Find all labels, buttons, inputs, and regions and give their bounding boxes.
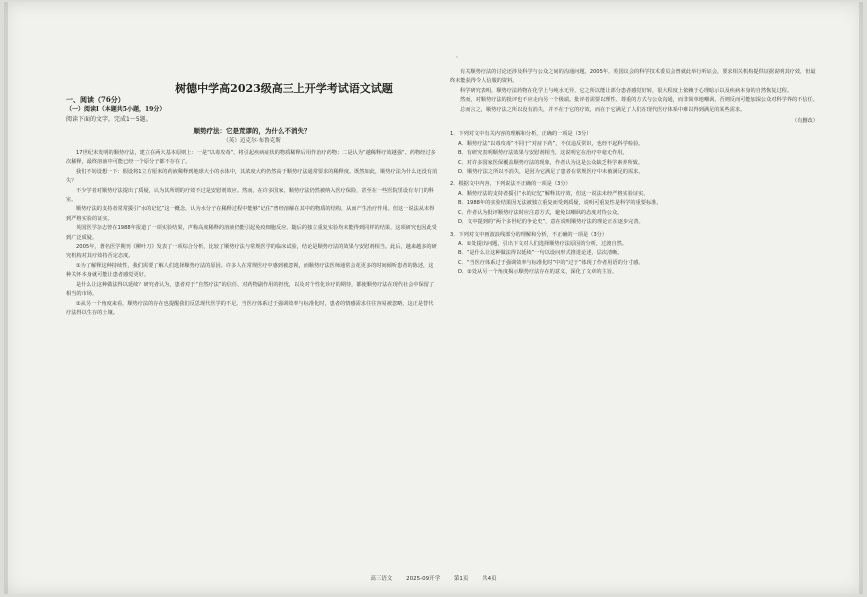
article-paragraph: 不少学者对顺势疗法提出了质疑，认为其所谓的疗效不过是安慰剂效应。然而，在许多国家，顺势疗法仍然被纳入医疗保险，甚至在一些医院里设有专门的科室。 [66, 187, 434, 204]
question-stem: 3．下列对文中画波浪线部分的理解和分析，不正确的一项是（3分） [450, 231, 608, 238]
article-title: 顺势疗法：它是荒谬的，为什么不消失？ [193, 127, 311, 135]
question-option: C．对许多国家医保覆盖顺势疗法的现象，作者认为这是公众缺乏科学素养所致。 [458, 159, 644, 166]
question-1 [450, 130, 818, 177]
question-option: C．作者认为批评顺势疗法时应注意方式，避免以嘲讽的态度对待公众。 [458, 209, 623, 216]
article-paragraph: 我们不妨设想一下：假设将1立方厘米的药液稀释到地球大小的水体中，其浓度大约仍然高于顺势疗法通常要求的稀释度。既然如此，顺势疗法为什么还没有消失？ [66, 168, 438, 185]
section-heading: 一、阅读（76分） [66, 95, 125, 104]
question-option: C．“当医疗体系过于强调效率与标准化时”中的“过于”体现了作者用语的分寸感。 [458, 259, 644, 266]
question-option: B．有研究表明顺势疗法效果与安慰剂相当，这说明它在治疗中毫无作用。 [458, 150, 628, 157]
question-option: A．①处提出问题，引出下文对人们选择顺势疗法原因的分析，过渡自然。 [458, 240, 628, 247]
footer-subject: 高三语文 [370, 576, 393, 582]
article-paragraph: 然而，对顺势疗法的批评也不应走向另一个极端。批评者需要以理性、尊重的方式与公众沟通，而非简单地嘲讽，否则反而可能加深公众对科学界的不信任。 [460, 97, 818, 104]
footer-total: 共4页 [482, 576, 497, 582]
question-option: B．1988年的实验结果因无法被独立重复而受到质疑，说明可重复性是科学的重要标准。 [458, 200, 662, 207]
instruction-text: 阅读下面的文字，完成1～5题。 [66, 116, 152, 123]
page-footer [4, 574, 863, 582]
question-stem: 2．根据文中内容，下列说法不正确的一项是（3分） [450, 181, 571, 188]
article-paragraph: 科学研究表明，顺势疗法药物在化学上与纯水无异，它之所以能让部分患者感觉好转，很大程度上依赖于心理暗示以及疾病本身的自然恢复过程。 [460, 87, 793, 94]
question-3 [450, 231, 818, 278]
article-paragraph: 2005年，著名医学期刊《柳叶刀》发表了一项综合分析，比较了顺势疗法与常规医学的临床试验，结论是顺势疗法的效果与安慰剂相当。此后，越来越多的研究机构对其疗效持否定态度。 [66, 244, 437, 260]
article-author: （英）迈克尔·布鲁克斯 [223, 138, 281, 144]
question-option: B．“是什么让这种做法得以延续”一句以设问形式推进论述，层次清晰。 [458, 250, 623, 257]
exam-title: 树德中学高2023级高三上开学考试语文试题 [175, 82, 393, 95]
subsection-heading: （一）阅读Ⅰ（本题共5小题，19分） [66, 106, 166, 113]
article-paragraph: 17世纪末发明的顺势疗法，建立在两大基本原则上：一是“以毒攻毒”，将引起疾病症状的物质稀释后用作治疗药物；二是认为“越稀释疗效越强”。药物经过多次稀释，最终溶液中可能已经一个原分子都不存在了。 [66, 150, 436, 166]
exam-sheet [4, 2, 863, 594]
article-paragraph: 有关顺势疗法的讨论还涉及科学与公众之间的沟通问题。2005年，英国议会的科学技术委员会曾就此举行听证会，要求相关机构提供证据说明其疗效，但最终未能获得令人信服的资料。 [450, 69, 816, 85]
left-column [66, 94, 438, 318]
question-2 [450, 180, 818, 227]
article-paragraph: ①为了解释这种持续性，我们需要了解人们选择顺势疗法的原因。许多人在常规医疗中感到被忽视，而顺势疗法医师通常会花更多的时间倾听患者的陈述，这种关怀本身就可能让患者感觉更好。 [66, 262, 434, 279]
question-option: A．顺势疗法“以毒攻毒”不同于“对症下药”，不仅违反常识，也经不起科学检验。 [458, 140, 644, 147]
article-paragraph: 总而言之，顺势疗法之所以没有消失，并不在于它的疗效，而在于它满足了人们在现代医疗体系中难以得到满足的某些需求。 [460, 106, 746, 113]
question-option: D．②处从另一个角度揭示顺势疗法存在的意义，深化了文章的主旨。 [458, 269, 618, 276]
question-stem: 1．下列对文中有关内容的理解和分析，正确的一项是（3分） [450, 131, 592, 138]
article-paragraph: 是什么让这种做法得以延续？研究者认为，患者对于“自然疗法”的信任、对药物副作用的担忧，以及对个性化诊疗的期待，都使顺势疗法在现代社会中保留了相当的市场。 [66, 281, 435, 298]
question-option: A．顺势疗法的支持者援引“水的记忆”解释其疗效，但这一说法未经严格实验证实。 [458, 190, 649, 197]
article-paragraph: 英国医学杂志曾在1988年报道了一项实验结果，声称高度稀释的溶液仍能引起免疫细胞反应。随后的独立重复实验均未能得到同样的结果，这项研究也因此受到广泛质疑。 [66, 225, 437, 241]
footer-page: 第1页 [453, 576, 469, 582]
header-strip: 。 [456, 53, 462, 59]
scan-edge-shadow [4, 2, 8, 594]
source-note: （有删改） [792, 118, 818, 125]
article-paragraph: 顺势疗法的支持者常常援引“水的记忆”这一概念，认为水分子在稀释过程中能够“记住”曾经溶解在其中的物质的结构，从而产生治疗作用。但这一说法从未得到严格实验的证实。 [66, 206, 435, 222]
question-option: D．顺势疗法之所以不消失，是因为它满足了患者在常规医疗中未被满足的需求。 [458, 169, 644, 176]
scan-edge-shadow [859, 2, 863, 594]
question-option: D．文中提到的“两个多世纪的争论史”，意在说明顺势疗法的理论正在逐步完善。 [458, 219, 644, 226]
article-paragraph: ②从另一个角度来看，顺势疗法的存在也提醒我们反思现代医学的不足。当医疗体系过于强调效率与标准化时，患者的情感需求往往容易被忽略，这正是替代疗法得以生存的土壤。 [66, 300, 434, 316]
footer-date: 2025-09开学 [406, 576, 441, 582]
right-column [450, 68, 818, 278]
